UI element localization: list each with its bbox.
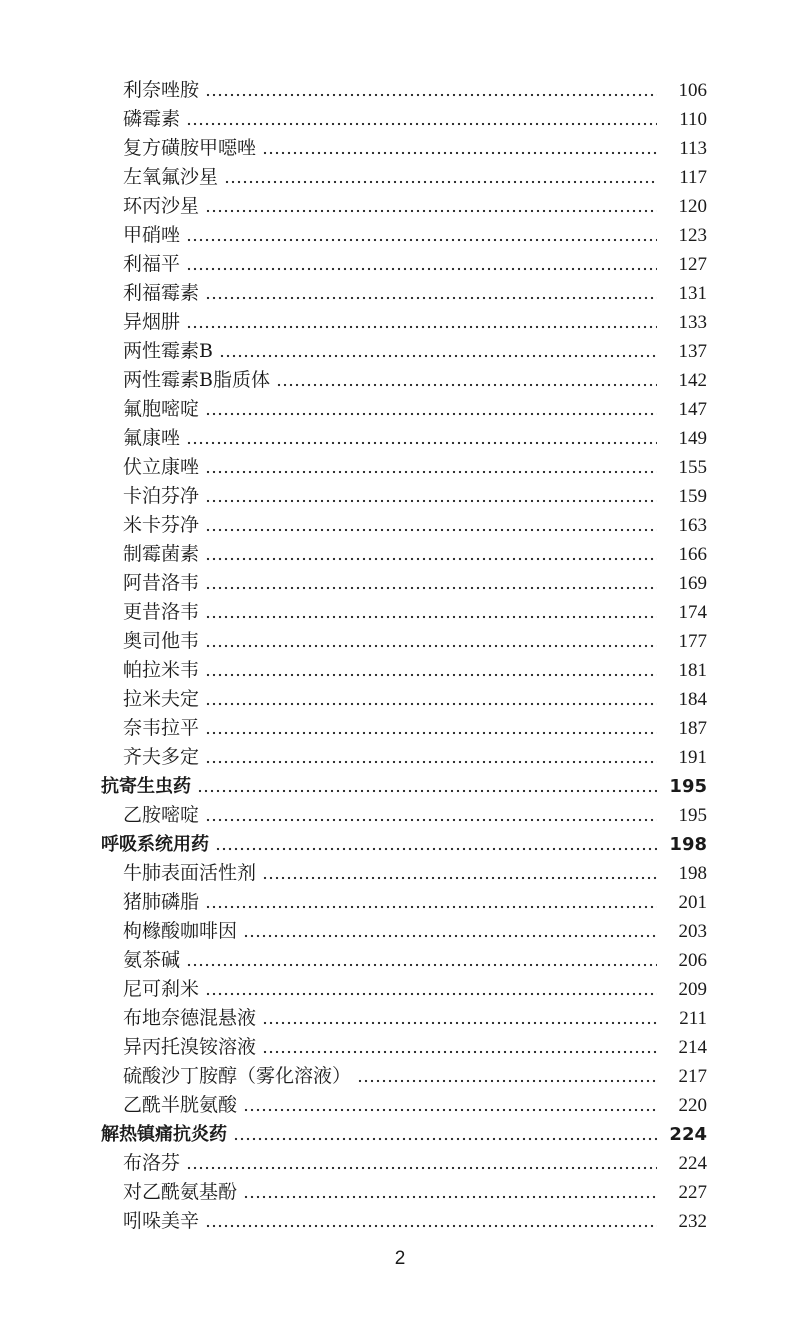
entry-title: 奈韦拉平 bbox=[123, 717, 200, 739]
dot-leader bbox=[262, 1033, 657, 1062]
dot-leader bbox=[276, 366, 657, 395]
toc-entry bbox=[0, 163, 800, 192]
entry-title: 卡泊芬净 bbox=[123, 485, 200, 507]
dot-leader bbox=[205, 598, 657, 627]
entry-page-number: 217 bbox=[678, 1066, 707, 1087]
page-number: 2 bbox=[394, 1248, 406, 1269]
dot-leader bbox=[205, 482, 657, 511]
dot-leader bbox=[219, 337, 657, 366]
section-title: 呼吸系统用药 bbox=[101, 834, 209, 855]
dot-leader bbox=[224, 163, 657, 192]
toc-entry bbox=[0, 888, 800, 917]
toc-entry bbox=[0, 1091, 800, 1120]
dot-leader bbox=[197, 772, 657, 801]
entry-page-number: 131 bbox=[678, 283, 707, 304]
toc-entry bbox=[0, 627, 800, 656]
entry-title: 帕拉米韦 bbox=[123, 659, 200, 681]
dot-leader bbox=[205, 569, 657, 598]
entry-title: 利福平 bbox=[123, 253, 181, 275]
toc-entry bbox=[0, 221, 800, 250]
entry-page-number: 174 bbox=[678, 602, 707, 623]
toc-entry bbox=[0, 1178, 800, 1207]
toc-entry bbox=[0, 395, 800, 424]
entry-title: 尼可刹米 bbox=[123, 978, 200, 1000]
entry-title: 阿昔洛韦 bbox=[123, 572, 200, 594]
dot-leader bbox=[233, 1120, 657, 1149]
toc-entry bbox=[0, 279, 800, 308]
entry-title: 更昔洛韦 bbox=[123, 601, 200, 623]
entry-title: 异烟肼 bbox=[123, 311, 181, 333]
toc-entry bbox=[0, 743, 800, 772]
dot-leader bbox=[262, 1004, 657, 1033]
toc-entry bbox=[0, 511, 800, 540]
entry-title: 复方磺胺甲噁唑 bbox=[123, 137, 257, 159]
entry-page-number: 211 bbox=[679, 1008, 707, 1029]
entry-page-number: 198 bbox=[678, 863, 707, 884]
dot-leader bbox=[205, 453, 657, 482]
entry-title: 猪肺磷脂 bbox=[123, 891, 200, 913]
dot-leader bbox=[186, 105, 657, 134]
entry-page-number: 142 bbox=[678, 370, 707, 391]
entry-title: 左氧氟沙星 bbox=[123, 166, 219, 188]
entry-page-number: 220 bbox=[678, 1095, 707, 1116]
dot-leader bbox=[243, 1091, 657, 1120]
entry-title: 拉米夫定 bbox=[123, 688, 200, 710]
entry-page-number: 147 bbox=[678, 399, 707, 420]
entry-page-number: 120 bbox=[678, 196, 707, 217]
entry-page-number: 106 bbox=[678, 80, 707, 101]
toc-entry bbox=[0, 1033, 800, 1062]
entry-title: 对乙酰氨基酚 bbox=[123, 1181, 238, 1203]
toc-entry bbox=[0, 192, 800, 221]
entry-title: 利奈唑胺 bbox=[123, 79, 200, 101]
entry-title: 磷霉素 bbox=[123, 108, 181, 130]
dot-leader bbox=[357, 1062, 657, 1091]
entry-page-number: 187 bbox=[678, 718, 707, 739]
dot-leader bbox=[205, 511, 657, 540]
toc-section-heading bbox=[0, 772, 800, 801]
entry-title: 米卡芬净 bbox=[123, 514, 200, 536]
entry-page-number: 123 bbox=[678, 225, 707, 246]
toc-entry bbox=[0, 453, 800, 482]
section-title: 抗寄生虫药 bbox=[101, 776, 191, 797]
dot-leader bbox=[205, 627, 657, 656]
entry-title: 利福霉素 bbox=[123, 282, 200, 304]
toc-entry bbox=[0, 105, 800, 134]
entry-page-number: 209 bbox=[678, 979, 707, 1000]
entry-page-number: 214 bbox=[678, 1037, 707, 1058]
entry-page-number: 195 bbox=[678, 805, 707, 826]
dot-leader bbox=[186, 1149, 657, 1178]
entry-page-number: 117 bbox=[679, 167, 707, 188]
toc-entry bbox=[0, 424, 800, 453]
toc-section-heading bbox=[0, 1120, 800, 1149]
toc-entry bbox=[0, 714, 800, 743]
entry-page-number: 127 bbox=[678, 254, 707, 275]
toc-entry bbox=[0, 366, 800, 395]
toc-entry bbox=[0, 859, 800, 888]
entry-title: 枸橼酸咖啡因 bbox=[123, 920, 238, 942]
toc-entry bbox=[0, 569, 800, 598]
entry-page-number: 113 bbox=[679, 138, 707, 159]
entry-page-number: 110 bbox=[679, 109, 707, 130]
dot-leader bbox=[205, 192, 657, 221]
entry-page-number: 184 bbox=[678, 689, 707, 710]
entry-page-number: 201 bbox=[678, 892, 707, 913]
entry-title: 制霉菌素 bbox=[123, 543, 200, 565]
dot-leader bbox=[205, 888, 657, 917]
entry-page-number: 155 bbox=[678, 457, 707, 478]
entry-page-number: 169 bbox=[678, 573, 707, 594]
entry-title: 吲哚美辛 bbox=[123, 1210, 200, 1232]
dot-leader bbox=[205, 975, 657, 1004]
entry-title: 氟康唑 bbox=[123, 427, 181, 449]
table-of-contents bbox=[0, 76, 800, 1236]
toc-entry bbox=[0, 656, 800, 685]
toc-entry bbox=[0, 946, 800, 975]
dot-leader bbox=[186, 424, 657, 453]
entry-title: 奥司他韦 bbox=[123, 630, 200, 652]
dot-leader bbox=[205, 279, 657, 308]
entry-title: 两性霉素B脂质体 bbox=[123, 369, 270, 391]
entry-page-number: 181 bbox=[678, 660, 707, 681]
toc-entry bbox=[0, 337, 800, 366]
entry-page-number: 224 bbox=[669, 1124, 707, 1145]
dot-leader bbox=[205, 714, 657, 743]
toc-entry bbox=[0, 917, 800, 946]
section-title: 解热镇痛抗炎药 bbox=[101, 1124, 227, 1145]
entry-title: 异丙托溴铵溶液 bbox=[123, 1036, 257, 1058]
entry-page-number: 227 bbox=[678, 1182, 707, 1203]
dot-leader bbox=[205, 76, 657, 105]
dot-leader bbox=[205, 685, 657, 714]
toc-entry bbox=[0, 1207, 800, 1236]
entry-page-number: 203 bbox=[678, 921, 707, 942]
dot-leader bbox=[262, 859, 657, 888]
entry-page-number: 206 bbox=[678, 950, 707, 971]
toc-entry bbox=[0, 250, 800, 279]
entry-page-number: 149 bbox=[678, 428, 707, 449]
entry-page-number: 137 bbox=[678, 341, 707, 362]
entry-page-number: 166 bbox=[678, 544, 707, 565]
entry-page-number: 191 bbox=[678, 747, 707, 768]
entry-title: 伏立康唑 bbox=[123, 456, 200, 478]
entry-page-number: 224 bbox=[678, 1153, 707, 1174]
toc-entry bbox=[0, 76, 800, 105]
toc-entry bbox=[0, 540, 800, 569]
dot-leader bbox=[205, 656, 657, 685]
dot-leader bbox=[186, 946, 657, 975]
entry-page-number: 232 bbox=[678, 1211, 707, 1232]
toc-entry bbox=[0, 1004, 800, 1033]
entry-page-number: 163 bbox=[678, 515, 707, 536]
entry-page-number: 195 bbox=[669, 776, 707, 797]
dot-leader bbox=[243, 1178, 657, 1207]
entry-title: 布地奈德混悬液 bbox=[123, 1007, 257, 1029]
entry-title: 甲硝唑 bbox=[123, 224, 181, 246]
toc-entry bbox=[0, 598, 800, 627]
toc-section-heading bbox=[0, 830, 800, 859]
toc-entry bbox=[0, 685, 800, 714]
toc-entry bbox=[0, 1062, 800, 1091]
entry-title: 牛肺表面活性剂 bbox=[123, 862, 257, 884]
toc-entry bbox=[0, 1149, 800, 1178]
entry-page-number: 133 bbox=[678, 312, 707, 333]
dot-leader bbox=[205, 743, 657, 772]
entry-title: 齐夫多定 bbox=[123, 746, 200, 768]
dot-leader bbox=[205, 1207, 657, 1236]
entry-page-number: 177 bbox=[678, 631, 707, 652]
toc-entry bbox=[0, 308, 800, 337]
entry-page-number: 198 bbox=[669, 834, 707, 855]
toc-entry bbox=[0, 134, 800, 163]
entry-page-number: 159 bbox=[678, 486, 707, 507]
dot-leader bbox=[186, 250, 657, 279]
dot-leader bbox=[243, 917, 657, 946]
toc-entry bbox=[0, 801, 800, 830]
dot-leader bbox=[186, 221, 657, 250]
dot-leader bbox=[205, 801, 657, 830]
entry-title: 氨茶碱 bbox=[123, 949, 181, 971]
dot-leader bbox=[186, 308, 657, 337]
toc-entry bbox=[0, 482, 800, 511]
entry-title: 布洛芬 bbox=[123, 1152, 181, 1174]
entry-title: 环丙沙星 bbox=[123, 195, 200, 217]
dot-leader bbox=[205, 395, 657, 424]
entry-title: 硫酸沙丁胺醇（雾化溶液） bbox=[123, 1065, 352, 1087]
dot-leader bbox=[205, 540, 657, 569]
dot-leader bbox=[215, 830, 657, 859]
entry-title: 乙胺嘧啶 bbox=[123, 804, 200, 826]
entry-title: 氟胞嘧啶 bbox=[123, 398, 200, 420]
entry-title: 两性霉素B bbox=[123, 340, 213, 362]
entry-title: 乙酰半胱氨酸 bbox=[123, 1094, 238, 1116]
toc-entry bbox=[0, 975, 800, 1004]
dot-leader bbox=[262, 134, 657, 163]
